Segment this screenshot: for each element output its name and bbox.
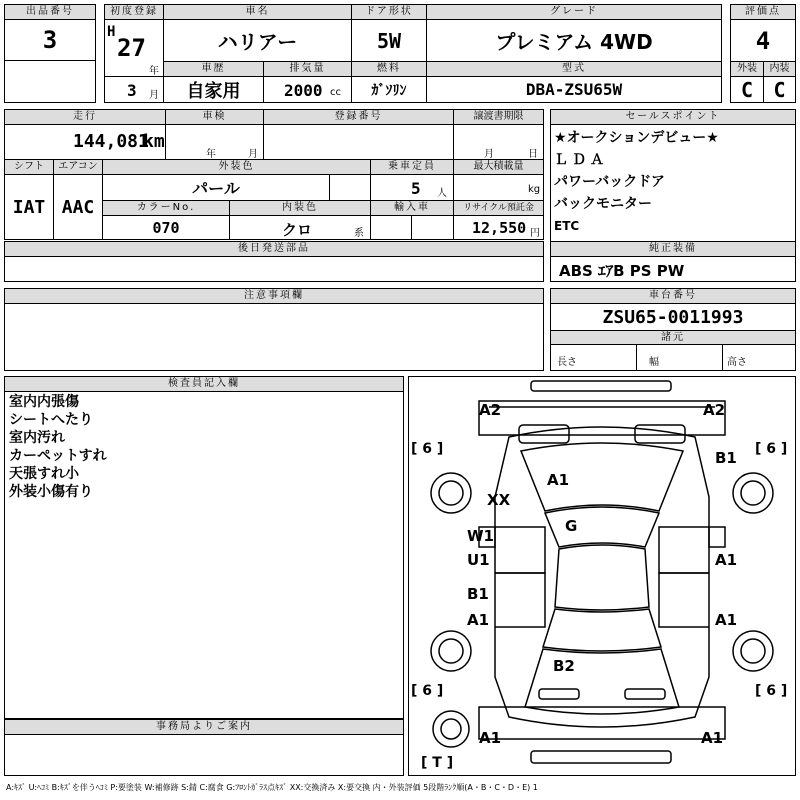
bracket-rear-left: [ 6 ] bbox=[411, 683, 444, 699]
interior-header: 内装 bbox=[763, 61, 796, 77]
sales-point-item: ＬＤＡ bbox=[554, 152, 608, 168]
label-door-fr: A1 bbox=[715, 551, 738, 569]
reg-no-cell bbox=[263, 124, 454, 160]
first-reg-header: 初度登録 bbox=[104, 4, 164, 20]
exterior-grade: C bbox=[730, 76, 764, 103]
sales-point-item: ★オークションデビュー★ bbox=[554, 130, 719, 146]
inspector-note: 室内汚れ bbox=[9, 430, 65, 446]
recycle-header: リサイクル預託金 bbox=[453, 200, 544, 216]
reg-month: 3 bbox=[127, 81, 137, 100]
int-color-cell bbox=[229, 215, 371, 240]
lot-no-header: 出品番号 bbox=[4, 4, 96, 20]
inspector-notes-list bbox=[4, 391, 404, 719]
max-load-cell bbox=[453, 174, 544, 201]
height-cell: 高さ bbox=[722, 344, 796, 371]
era-label: H bbox=[107, 24, 116, 40]
inspector-note: シートへたり bbox=[9, 412, 93, 428]
sales-point-item: ETC bbox=[554, 219, 580, 233]
bracket-front-right: [ 6 ] bbox=[755, 441, 788, 457]
mileage-cell bbox=[4, 124, 166, 160]
lot-no-blank bbox=[4, 60, 96, 103]
fuel-value: ｶﾞｿﾘﾝ bbox=[351, 76, 427, 103]
max-load-unit: kg bbox=[528, 184, 541, 195]
history-value: 自家用 bbox=[163, 76, 264, 103]
model-type-header: 型式 bbox=[426, 61, 722, 77]
later-parts-cell bbox=[4, 256, 544, 282]
car-name-value: ハリアー bbox=[163, 19, 352, 62]
length-cell: 長さ bbox=[550, 344, 637, 371]
transfer-deadline-cell bbox=[453, 124, 544, 160]
inspector-note: 室内内張傷 bbox=[9, 394, 79, 410]
car-name-header: 車名 bbox=[163, 4, 352, 20]
shift-header: シフト bbox=[4, 159, 54, 175]
inspection-cell bbox=[165, 124, 264, 160]
bracket-front-left: [ 6 ] bbox=[411, 441, 444, 457]
label-fender-left: XX bbox=[487, 491, 511, 509]
exterior-header: 外装 bbox=[730, 61, 764, 77]
mileage-value: 144,081 bbox=[73, 131, 149, 152]
inspector-note: 外装小傷有り bbox=[9, 484, 93, 500]
inspection-year-unit: 年 bbox=[206, 149, 216, 160]
capacity-cell bbox=[370, 174, 454, 201]
month-unit: 月 bbox=[149, 90, 159, 101]
color-no-value: 070 bbox=[102, 215, 230, 240]
inspector-note: カーペットすれ bbox=[9, 448, 107, 464]
chassis-no-header: 車台番号 bbox=[550, 288, 796, 304]
label-rear-right: A1 bbox=[701, 729, 724, 747]
aircon-header: エアコン bbox=[53, 159, 103, 175]
model-type-value: DBA-ZSU65W bbox=[426, 76, 722, 103]
year-unit: 年 bbox=[149, 66, 159, 77]
label-front-right: A2 bbox=[703, 401, 726, 419]
capacity-value: 5 bbox=[411, 179, 421, 198]
capacity-unit: 人 bbox=[437, 188, 447, 199]
int-color-header: 内装色 bbox=[229, 200, 371, 216]
int-color-unit: 系 bbox=[354, 228, 364, 239]
max-load-header: 最大積載量 bbox=[453, 159, 544, 175]
genuine-equipment-header: 純正装備 bbox=[550, 241, 796, 257]
displacement-cell bbox=[263, 76, 352, 103]
car-diagram bbox=[408, 376, 796, 776]
recycle-value: 12,550 bbox=[472, 219, 527, 237]
specs-header: 諸元 bbox=[550, 330, 796, 345]
color-no-header: カラーNo. bbox=[102, 200, 230, 216]
ext-color-extra bbox=[329, 174, 371, 201]
label-door-fl-1: W1 bbox=[467, 527, 494, 545]
bracket-rear-right: [ 6 ] bbox=[755, 683, 788, 699]
label-door-fl-2: U1 bbox=[467, 551, 490, 569]
sales-point-item: バックモニター bbox=[554, 196, 652, 212]
transfer-month-unit: 月 bbox=[484, 149, 494, 160]
bracket-t: [ T ] bbox=[421, 755, 454, 771]
later-parts-header: 後日発送部品 bbox=[4, 241, 544, 257]
recycle-cell bbox=[453, 215, 544, 240]
office-header: 事務局よりご案内 bbox=[4, 719, 404, 735]
displacement-header: 排気量 bbox=[263, 61, 352, 77]
label-door-rr: A1 bbox=[715, 611, 738, 629]
transfer-day-unit: 日 bbox=[528, 149, 538, 160]
label-trunk: B2 bbox=[553, 657, 575, 675]
import-header: 輸入車 bbox=[370, 200, 454, 216]
history-header: 車歴 bbox=[163, 61, 264, 77]
interior-grade: C bbox=[763, 76, 796, 103]
label-door-rl-2: A1 bbox=[467, 611, 490, 629]
grade-value: プレミアム 4WD bbox=[426, 19, 722, 62]
mileage-unit: km bbox=[143, 131, 165, 152]
notes-cell bbox=[4, 303, 544, 371]
lot-no-value: 3 bbox=[4, 19, 96, 61]
label-roof: G bbox=[565, 517, 578, 535]
label-fender-right: B1 bbox=[715, 449, 737, 467]
sales-point-item: パワーバックドア bbox=[554, 174, 665, 190]
inspector-note: 天張すれ小 bbox=[9, 466, 79, 482]
label-hood: A1 bbox=[547, 471, 570, 489]
fuel-header: 燃料 bbox=[351, 61, 427, 77]
label-door-rl-1: B1 bbox=[467, 585, 489, 603]
displacement-value: 2000 bbox=[284, 81, 323, 100]
ext-color-value: パール bbox=[102, 174, 330, 201]
door-header: ドア形状 bbox=[351, 4, 427, 20]
aircon-value: AAC bbox=[53, 174, 103, 240]
notes-header: 注意事項欄 bbox=[4, 288, 544, 304]
car-outline bbox=[409, 377, 795, 775]
inspection-header: 車検 bbox=[165, 109, 264, 125]
ext-color-header: 外装色 bbox=[102, 159, 371, 175]
transfer-deadline-header: 譲渡書期限 bbox=[453, 109, 544, 125]
label-rear-left: A1 bbox=[479, 729, 502, 747]
office-cell bbox=[4, 734, 404, 776]
inspector-header: 検査員記入欄 bbox=[4, 376, 404, 392]
shift-value: IAT bbox=[4, 174, 54, 240]
label-front-left: A2 bbox=[479, 401, 502, 419]
int-color-value: クロ bbox=[282, 221, 313, 239]
recycle-unit: 円 bbox=[530, 228, 540, 239]
chassis-no-value: ZSU65-0011993 bbox=[550, 303, 796, 331]
reg-year: 27 bbox=[117, 34, 146, 62]
import-cell-a bbox=[370, 215, 412, 240]
width-cell: 幅 bbox=[636, 344, 723, 371]
sales-point-header: セールスポイント bbox=[550, 109, 796, 125]
score-value: 4 bbox=[730, 19, 796, 62]
sales-point-list bbox=[550, 124, 796, 242]
displacement-unit: cc bbox=[330, 87, 341, 98]
inspection-month-unit: 月 bbox=[248, 149, 258, 160]
import-cell-b bbox=[411, 215, 454, 240]
grade-header: グレード bbox=[426, 4, 722, 20]
legend-text: A:ｷｽﾞ U:ﾍｺﾐ B:ｷｽﾞを伴うﾍｺﾐ P:要塗装 W:補修跡 S:錆 C:腐食 G:ﾌﾛﾝﾄｶﾞﾗｽ点ｷｽﾞ XX:交換済み X:要交換 内・外装評価 5段階ﾗﾝｸ順(A・B・C・D・E) 1 bbox=[6, 783, 538, 792]
first-reg-month-cell bbox=[104, 76, 164, 103]
score-header: 評価点 bbox=[730, 4, 796, 20]
capacity-header: 乗車定員 bbox=[370, 159, 454, 175]
genuine-equipment-value: ABS ｴｱB PS PW bbox=[550, 256, 796, 282]
door-value: 5W bbox=[351, 19, 427, 62]
first-reg-year-cell bbox=[104, 19, 164, 77]
reg-no-header: 登録番号 bbox=[263, 109, 454, 125]
mileage-header: 走行 bbox=[4, 109, 166, 125]
